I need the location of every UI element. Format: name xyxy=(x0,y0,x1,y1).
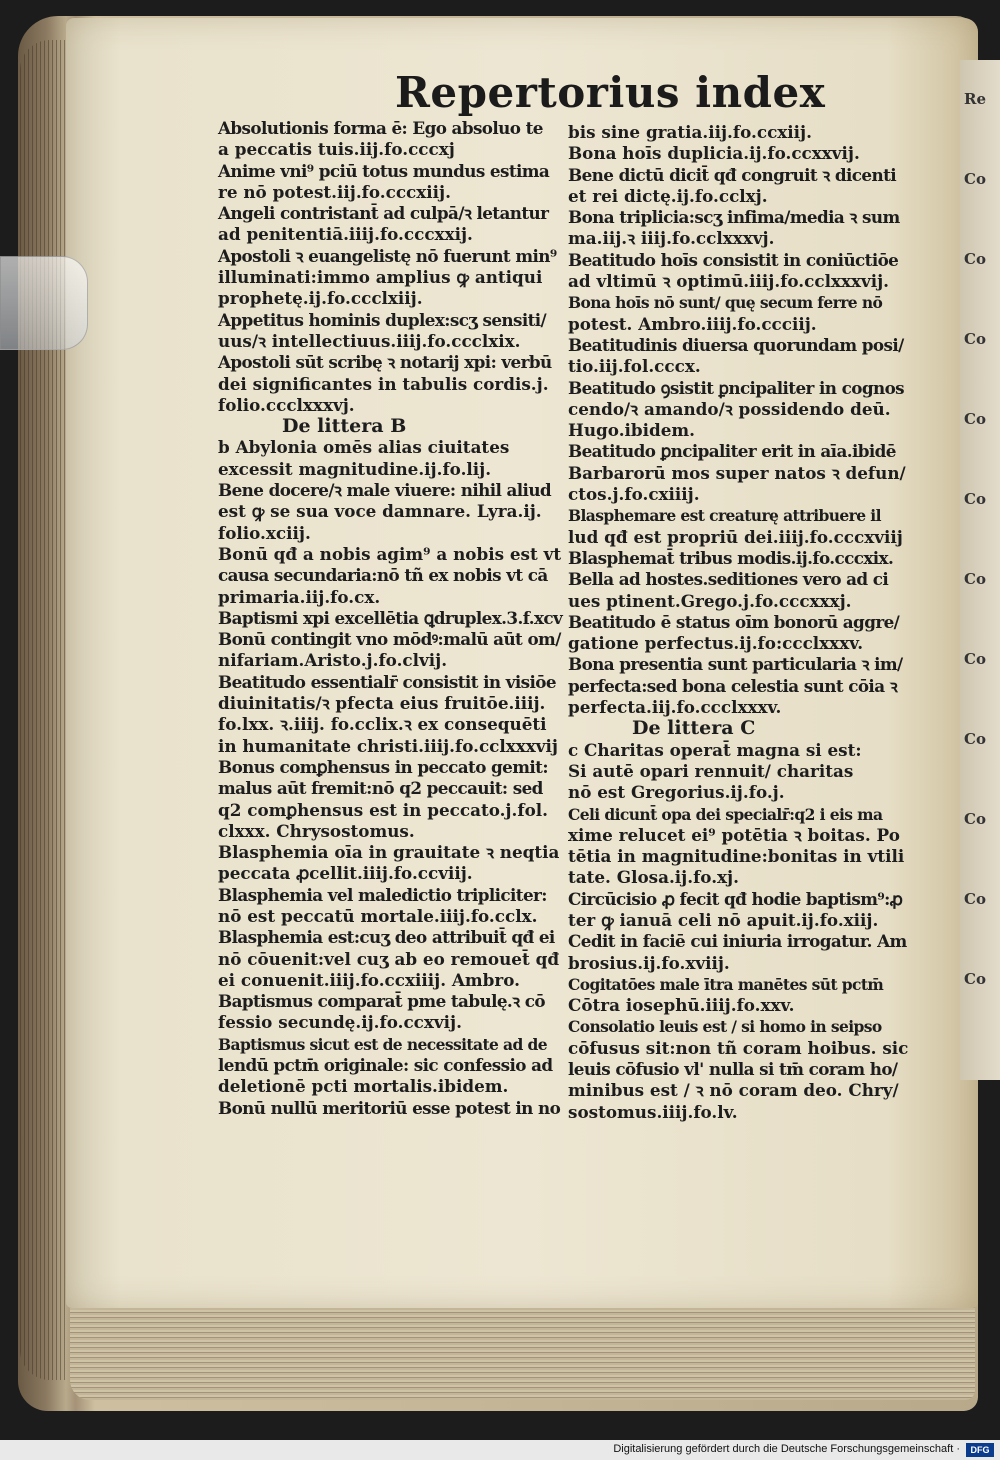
facing-page-fragment: Re xyxy=(964,90,987,108)
text-line: Si autē opari rennuit/ charitas xyxy=(568,760,854,781)
text-line: Blasphemia est:cuʒ deo attribuit̄ qđ ei xyxy=(218,927,555,948)
text-line: illuminati:immo amplius ꝙ antiqui xyxy=(218,267,543,288)
text-line: Bene dictū dicit̄ qđ congruit ꝛ dicenti xyxy=(568,164,896,185)
text-line: clxxx. Chrysostomus. xyxy=(218,820,415,841)
text-line: folio.ccclxxxvj. xyxy=(218,394,355,415)
text-line: ad penitentiā.iiij.fo.cccxxij. xyxy=(218,224,473,245)
text-line: fessio secundę.ij.fo.ccxvij. xyxy=(218,1012,462,1033)
text-line: Baptismus comparat̄ pme tabulę.ꝛ cō xyxy=(218,991,545,1012)
text-line: peccata ꝓcellit.iiij.fo.ccviij. xyxy=(218,863,473,884)
text-line: est ꝙ se sua voce damnare. Lyra.ij. xyxy=(218,501,542,522)
text-line: uus/ꝛ intellectiuus.iiij.fo.ccclxix. xyxy=(218,330,521,351)
text-line: Blasphemare est creaturę attribuere il xyxy=(568,506,881,526)
text-line: nō est peccatū mortale.iiij.fo.cclx. xyxy=(218,905,538,926)
text-line: tētia in magnitudine:bonitas in vtili xyxy=(568,846,905,867)
text-line: ter ꝙ ianuā celi nō apuit.ij.fo.xiij. xyxy=(568,909,879,930)
text-line: ei conuenit.iiij.fo.ccxiiij. Ambro. xyxy=(218,969,520,990)
text-line: lendū pctm̄ originale: sic confessio ad xyxy=(218,1055,553,1076)
text-line: Beatitudinis diuersa quorundam posi/ xyxy=(568,334,904,355)
page-title: Repertorius index xyxy=(395,68,826,117)
text-line: Bonū contingit vno mōdꝰ:malū aūt om/ xyxy=(218,629,561,650)
facing-page-fragment: Co xyxy=(964,810,986,828)
dfg-logo: DFG xyxy=(966,1443,994,1457)
left-text-column xyxy=(218,118,563,1119)
text-line: Bene docere/ꝛ male viuere: nihil aliud xyxy=(218,480,552,501)
text-line: Circūcisio ꝓ fecit qđ hodie baptism⁹:ꝓ xyxy=(568,888,903,909)
text-line: deletionē pcti mortalis.ibidem. xyxy=(218,1076,509,1097)
text-line: nō cōuenit:vel cuʒ ab eo remouet̄ qđ xyxy=(218,948,560,969)
text-line: Bonus comꝑhensus in peccato gemit: xyxy=(218,756,548,777)
facing-page-fragment: Co xyxy=(964,570,986,588)
text-line: folio.xciij. xyxy=(218,522,311,543)
text-line: re nō potest.iij.fo.cccxiij. xyxy=(218,181,451,202)
facing-page-fragment: Co xyxy=(964,970,986,988)
text-line: leuis cōfusio vl' nulla si tm̄ coram ho/ xyxy=(568,1059,898,1080)
text-line: ctos.j.fo.cxiiij. xyxy=(568,484,700,505)
text-line: c Charitas operat̄ magna si est: xyxy=(568,739,862,760)
text-line: brosius.ij.fo.xviij. xyxy=(568,952,730,973)
text-line: tate. Glosa.ij.fo.xj. xyxy=(568,867,739,888)
text-line: Angeli contristant̄ ad culpā/ꝛ letantur xyxy=(218,203,549,224)
text-line: prophetę.ij.fo.ccclxiij. xyxy=(218,288,423,309)
text-line: a peccatis tuis.iij.fo.cccxj xyxy=(218,139,455,160)
footer-bar xyxy=(0,1440,1000,1460)
text-line: Bonū nullū meritoriū esse potest in no xyxy=(218,1097,561,1118)
text-line: Anime vni⁹ pciū totus mundus estima xyxy=(218,160,550,181)
text-line: minibus est / ꝛ nō coram deo. Chry/ xyxy=(568,1080,899,1101)
text-line: gatione perfectus.ij.fo:ccclxxxv. xyxy=(568,633,864,654)
facing-page-fragment: Co xyxy=(964,170,986,188)
facing-page-fragment: Co xyxy=(964,250,986,268)
text-line: perfecta.iij.fo.ccclxxxv. xyxy=(568,697,782,718)
text-line: ma.iij.ꝛ iiij.fo.cclxxxvj. xyxy=(568,228,775,249)
text-line: sostomus.iiij.fo.lv. xyxy=(568,1101,738,1122)
facing-page-fragment: Co xyxy=(964,410,986,428)
facing-page-fragment: Co xyxy=(964,650,986,668)
text-line: diuinitatis/ꝛ pfecta eius fruitōe.iiij. xyxy=(218,693,546,714)
text-line: Beatitudo hoīs consistit in coniūctiōe xyxy=(568,249,899,270)
text-line: xime relucet ei⁹ potētia ꝛ boitas. Po xyxy=(568,824,900,845)
text-line: Beatitudo essentialr̄ consistit in visiōe xyxy=(218,671,556,692)
facing-page-strip xyxy=(960,60,1000,1080)
text-line: b Abylonia omēs alias ciuitates xyxy=(218,437,510,458)
text-line: Blasphemat̄ tribus modis.ij.fo.cccxix. xyxy=(568,547,894,568)
text-line: et rei dictę.ij.fo.cclxj. xyxy=(568,185,768,206)
page-edges-bottom xyxy=(70,1300,975,1400)
text-line: Beatitudo ꝑncipaliter erit in aīa.ibidē xyxy=(568,441,896,462)
text-line: perfecta:sed bona celestia sunt cōia ꝛ xyxy=(568,675,898,696)
funding-credit: Digitalisierung gefördert durch die Deutsche Forschungsgemeinschaft · xyxy=(613,1443,960,1455)
facing-page-fragment: Co xyxy=(964,330,986,348)
text-line: malus aūt fremit:nō q2 peccauit: sed xyxy=(218,778,543,799)
text-line: Blasphemia oīa in grauitate ꝛ neqtia xyxy=(218,842,560,863)
page-clip xyxy=(0,256,88,350)
text-line: causa secundaria:nō tñ ex nobis vt cā xyxy=(218,565,548,586)
facing-page-fragment: Co xyxy=(964,730,986,748)
text-line: q2 comꝑhensus est in peccato.j.fol. xyxy=(218,799,548,820)
text-line: Consolatio leuis est / si homo in seipso xyxy=(568,1017,882,1037)
text-line: Celi dicunt̄ opa dei specialr̄:q2 i eis ma xyxy=(568,804,883,824)
text-line: Absolutionis forma ē: Ego absoluo te xyxy=(218,118,543,138)
text-line: Beatitudo ꝯsistit ꝑncipaliter in cognos xyxy=(568,377,905,398)
text-line: nifariam.Aristo.j.fo.clvij. xyxy=(218,650,448,671)
text-line: ad vltimū ꝛ optimū.iiij.fo.cclxxxvij. xyxy=(568,271,890,292)
text-line: bis sine gratia.iij.fo.ccxiij. xyxy=(568,122,812,142)
right-text-column xyxy=(568,122,908,1123)
text-line: Blasphemia vel maledictio tripliciter: xyxy=(218,884,547,905)
text-line: dei significantes in tabulis cordis.j. xyxy=(218,373,549,394)
text-line: cōfusus sit:non tñ coram hoibus. sic xyxy=(568,1037,909,1058)
text-line: Cōtra iosephū.iiij.fo.xxv. xyxy=(568,995,795,1016)
text-line: primaria.iij.fo.cx. xyxy=(218,586,381,607)
text-line: Apostoli sūt scribę ꝛ notarij xpi: verbū xyxy=(218,352,552,373)
text-line: De littera C xyxy=(632,717,756,740)
text-line: excessit magnitudine.ij.fo.lij. xyxy=(218,458,492,479)
facing-page-fragment: Co xyxy=(964,890,986,908)
text-line: tio.iij.fol.cccx. xyxy=(568,356,701,377)
text-line: Cogitatōes male ītra manētes sūt pctm̄ xyxy=(568,974,884,994)
facing-page-fragment: Co xyxy=(964,490,986,508)
text-line: Barbarorū mos super natos ꝛ defun/ xyxy=(568,462,906,483)
page-edges-left xyxy=(20,40,68,1380)
text-line: in humanitate christi.iiij.fo.cclxxxvij xyxy=(218,735,558,756)
text-line: ues ptinent.Grego.j.fo.cccxxxj. xyxy=(568,590,852,611)
text-line: Baptismus sicut est de necessitate ad de xyxy=(218,1034,548,1054)
text-line: Bella ad hostes.seditiones vero ad ci xyxy=(568,569,889,590)
text-line: cendo/ꝛ amando/ꝛ possidendo deū. xyxy=(568,398,891,419)
text-line: fo.lxx. ꝛ.iiij. fo.cclix.ꝛ ex consequēti xyxy=(218,714,547,735)
text-line: Bona triplicia:scʒ infima/media ꝛ sum xyxy=(568,207,900,228)
text-line: Bona hoīs nō sunt/ quę secum ferre nō xyxy=(568,293,883,313)
text-line: nō est Gregorius.ij.fo.j. xyxy=(568,782,785,803)
text-line: Bona presentia sunt particularia ꝛ im/ xyxy=(568,654,903,675)
text-line: lud qđ est propriū dei.iiij.fo.cccxviij xyxy=(568,526,903,547)
text-line: Hugo.ibidem. xyxy=(568,420,696,441)
text-line: Apostoli ꝛ euangelistę nō fuerunt min⁹ xyxy=(218,245,557,266)
text-line: Appetitus hominis duplex:scʒ sensiti/ xyxy=(218,309,547,330)
text-line: Beatitudo ē status oīm bonorū aggre/ xyxy=(568,611,900,632)
text-line: De littera B xyxy=(282,415,407,438)
text-line: Bonū qđ a nobis agim⁹ a nobis est vt xyxy=(218,543,562,564)
text-line: Baptismi xpi excellētia ꝗdruplex.3.f.xcv xyxy=(218,607,563,628)
text-line: potest. Ambro.iiij.fo.ccciij. xyxy=(568,313,817,334)
text-line: Cedit in faciē cui iniuria irrogatur. Am xyxy=(568,931,907,952)
text-line: Bona hoīs duplicia.ij.fo.ccxxvij. xyxy=(568,143,860,164)
